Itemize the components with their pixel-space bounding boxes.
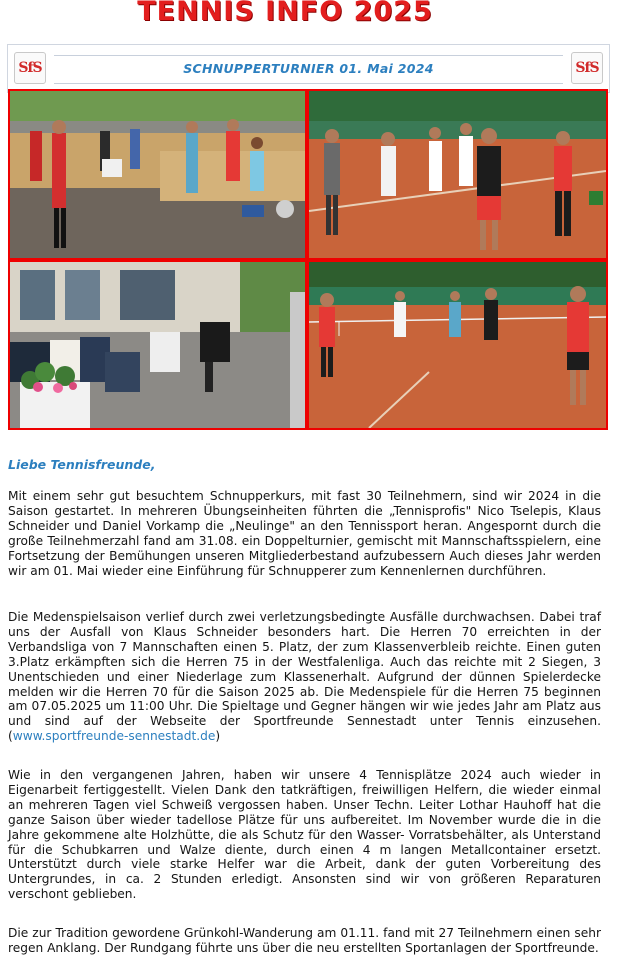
paragraph-medenspiele [8,610,601,744]
photo-terrace [10,262,305,428]
photo-collage [8,89,608,430]
header-banner [7,44,610,93]
banner-rule-bottom [54,83,563,84]
photo-court-net [309,262,606,428]
paragraph-medenspiele-text: Die Medenspielsaison verlief durch zwei verletzungsbedingte Ausfälle durchwachsen. Dabei traf uns der Ausfall von Klaus Schneider besonders hart. Die Herren 70 erreichten in der Verbandsliga von 7 Mannschaften einen 5. Platz, der zum Klassenverbleib reichte. Einen guten 3.Platz erkämpften sich die Herren 75 in der Westfalenliga. Auch das reichte mit 2 Siegen, 3 Unentschieden und einer Niederlage zum Klassenerhalt. Aufgrund der dünnen Spielerdecke melden wir die Herren 70 für die Saison 2025 ab. Die Medenspiele für die Herren 75 beginnen am 07.05.2025 um 11:00 Uhr. Die Spieltage und Gegner hängen wir wie jedes Jahr am Platz aus und sind auf der Webseite der Sportfreunde Sennestadt unter Tennis einzusehen. ( [8,610,601,744]
letter-greeting: Liebe Tennisfreunde, [8,457,156,472]
club-logo-left: SfS [14,52,46,84]
paragraph-schnupperkurs: Mit einem sehr gut besuchtem Schnupperkurs, mit fast 30 Teilnehmern, sind wir 2024 in die Saison gestartet. In mehreren Übungseinheiten führten die „Tennisprofis" Nico Tselepis, Klaus Schneider und Daniel Vorkamp die „Neulinge" an den Tennissport heran. Angespornt durch die große Teilnehmerzahl fand am 31.08. ein Doppelturnier, gemischt mit Mannschaftsspielern, eine Fortsetzung der Bemühungen unseren Mitgliederbestand aufzubessern Auch dieses Jahr werden wir am 01. Mai wieder eine Einführung für Schnupperer zum Kennenlernen durchführen. [8,489,601,578]
paragraph-gruenkohl: Die zur Tradition gewordene Grünkohl-Wanderung am 01.11. fand mit 27 Teilnehmern einen sehr regen Anklang. Der Rundgang führte uns über die neu erstellten Sportanlagen der Sportfreunde. [8,926,601,955]
club-website-link[interactable]: www.sportfreunde-sennestadt.de [12,729,216,744]
club-logo-right: SfS [571,52,603,84]
banner-subtitle: SCHNUPPERTURNIER 01. Mai 2024 [183,61,434,76]
paragraph-medenspiele-end: ) [215,729,221,744]
page-title: TENNIS INFO 2025 [137,0,433,27]
banner-rule-top [54,55,563,56]
photo-participants [10,91,305,258]
photo-clay-court-group [309,91,606,258]
paragraph-tennisplaetze: Wie in den vergangenen Jahren, haben wir unsere 4 Tennisplätze 2024 auch wieder in Eigenarbeit fertiggestellt. Vielen Dank den tatkräftigen, freiwilligen Helfern, die wieder einmal an mehreren Tagen viel Schweiß vergossen haben. Unser Techn. Leiter Lothar Hauhoff hat die ganze Saison über wieder tadellose Plätze für uns aufbereitet. Im November wurde die in die Jahre gekommene alte Holzhütte, die als Schutz für den Wasser- Vorratsbehälter, als Unterstand für die Schubkarren und Walze diente, durch einen 4 m langen Metallcontainer ersetzt. Unterstützt durch viele starke Helfer war die Arbeit, dank der guten Vorbereitung des Untergrundes, in ca. 2 Stunden erledigt. Ansonsten sind wir von größeren Reparaturen verschont geblieben. [8,768,601,902]
